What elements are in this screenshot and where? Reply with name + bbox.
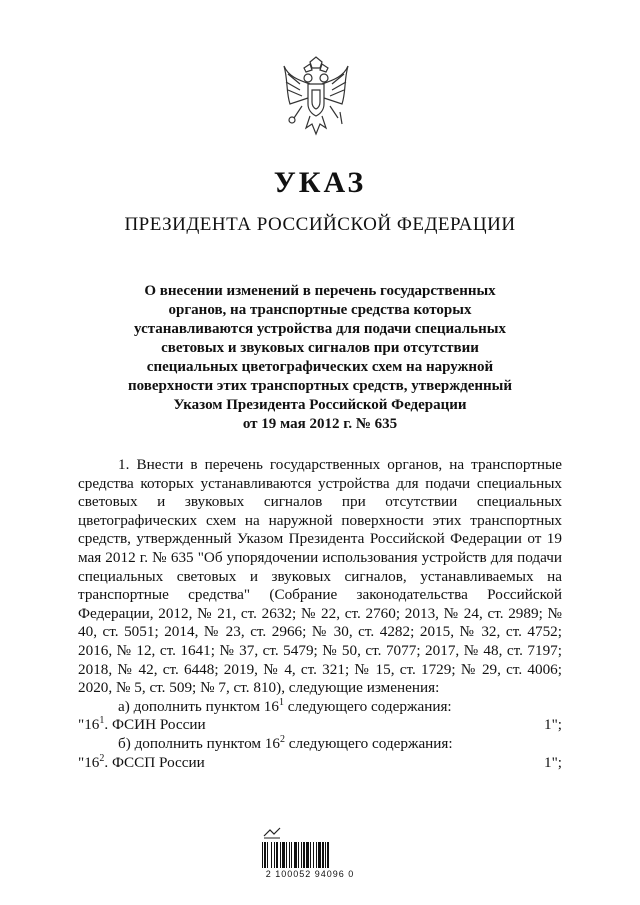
barcode-bar — [316, 842, 317, 868]
item-a — [78, 698, 562, 717]
item-a-text-after: следующего содержания: — [284, 697, 452, 715]
barcode-bar — [262, 842, 263, 868]
barcode-bar — [276, 842, 278, 868]
barcode-bar — [306, 842, 309, 868]
barcode-icon — [262, 842, 354, 868]
heading-line: О внесении изменений в перечень государственных — [144, 283, 496, 299]
heading-line: устанавливаются устройства для подачи специальных — [134, 321, 506, 337]
barcode-bar — [303, 842, 305, 868]
heading-line: Указом Президента Российской Федерации — [173, 397, 467, 413]
entry-2-count: 1"; — [543, 753, 562, 771]
entry-1-name: . ФСИН России — [104, 716, 206, 734]
barcode-bar — [274, 842, 275, 868]
coat-of-arms-emblem — [280, 56, 352, 142]
barcode-bar — [289, 842, 290, 868]
barcode-number: 2 100052 94096 0 — [265, 869, 355, 879]
barcode-bar — [271, 842, 272, 868]
document-title: УКАЗ — [273, 166, 367, 199]
barcode-bar — [325, 842, 326, 868]
entry-2-prefix: "16 — [78, 753, 100, 771]
barcode-bar — [322, 842, 324, 868]
item-b — [78, 735, 562, 754]
barcode-bar — [280, 842, 281, 868]
item-b-sup: 2 — [279, 733, 285, 745]
item-a-text: а) дополнить пунктом 16 — [118, 697, 279, 715]
barcode-bar — [313, 842, 314, 868]
barcode-bar — [298, 842, 299, 868]
entry-1-sup: 1 — [99, 715, 105, 727]
entry-2-sup: 2 — [99, 752, 105, 764]
heading-line: специальных цветографических схем на наружной — [146, 359, 494, 375]
entry-1-count: 1"; — [543, 716, 562, 734]
publisher-mark-icon — [262, 826, 282, 840]
entry-1-prefix: "16 — [78, 716, 100, 734]
barcode-bar — [291, 842, 292, 868]
entry-2-name: . ФССП России — [104, 753, 205, 771]
document-subtitle: ПРЕЗИДЕНТА РОССИЙСКОЙ ФЕДЕРАЦИИ — [124, 214, 516, 235]
heading-line: поверхности этих транспортных средств, утвержденный — [127, 378, 513, 394]
heading-line: органов, на транспортные средства которых — [168, 302, 472, 318]
barcode-bar — [310, 842, 311, 868]
barcode-bar — [301, 842, 302, 868]
entry-fsin — [78, 716, 562, 735]
item-b-text-after: следующего содержания: — [284, 734, 453, 752]
barcode-bar — [294, 842, 297, 868]
decree-heading — [120, 282, 520, 434]
barcode-bar — [264, 842, 266, 868]
paragraph-1: 1. Внести в перечень государственных органов, на транспортные средства которых устанавливаются устройства для подачи специальных световых и звуковых сигналов при отсутствии специальных цветографических схем на наружной поверхности этих транспортных средств, утвержденный Указом Президента Российской Федерации от 19 мая 2012 г. № 635 "Об упорядочении использования устройств для подачи специальных световых и звуковых сигналов, устанавливаемых на транспортные средства" (Собрание законодательства Российской Федерации, 2012, № 21, ст. 2632; № 22, ст. 2760; 2013, № 24, ст. 2989; № 40, ст. 5051; 2014, № 23, ст. 2966; № 30, ст. 4282; 2015, № 32, ст. 4752; 2016, № 12, ст. 1641; № 37, ст. 5479; № 50, ст. 7077; 2017, № 48, ст. 7197; 2018, № 42, ст. 6448; 2019, № 4, ст. 321; № 15, ст. 1729; № 29, ст. 4006; 2020, № 5, ст. 509; № 7, ст. 810), следующие изменения: — [78, 456, 562, 697]
entry-fssp — [78, 754, 562, 773]
barcode-bar — [318, 842, 321, 868]
decree-body — [78, 456, 562, 772]
heading-line: световых и звуковых сигналов при отсутствии — [161, 340, 479, 356]
item-b-text: б) дополнить пунктом 16 — [118, 734, 280, 752]
barcode-bar — [327, 842, 329, 868]
item-a-sup: 1 — [279, 696, 284, 708]
barcode-bar — [286, 842, 287, 868]
barcode-bar — [267, 842, 268, 868]
barcode-bar — [282, 842, 285, 868]
heading-line: от 19 мая 2012 г. № 635 — [242, 416, 398, 432]
